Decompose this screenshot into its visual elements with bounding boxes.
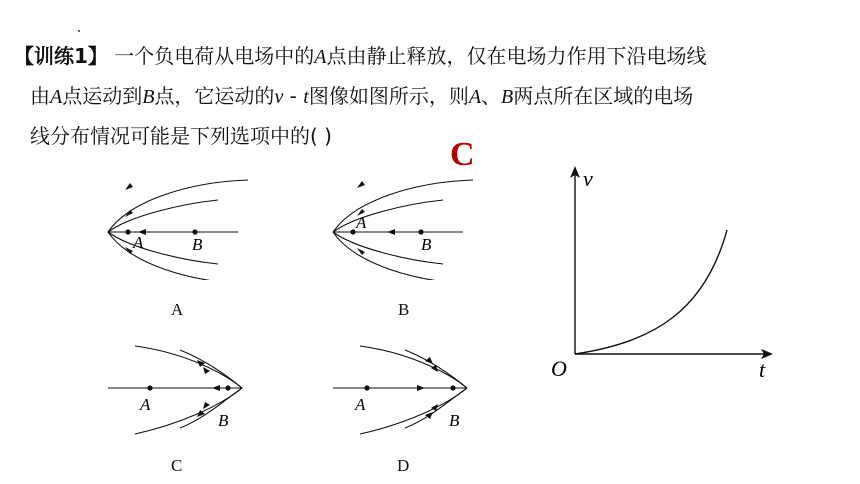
option-a-diagram <box>100 170 250 280</box>
x-axis-label: t <box>759 357 766 382</box>
option-d-diagram <box>325 338 475 443</box>
arrow <box>357 248 365 255</box>
arrow <box>417 385 425 391</box>
origin-label: O <box>551 356 567 381</box>
option-b-diagram <box>325 170 475 280</box>
point-b <box>418 229 423 234</box>
point-a <box>147 385 152 390</box>
point-a-label: A <box>140 395 151 414</box>
point-a-label: A <box>133 233 144 252</box>
point-b-label: B <box>192 235 203 254</box>
field-line <box>333 232 473 280</box>
stray-dot <box>78 30 80 32</box>
question-line-2: 由A点运动到B点，它运动的v - t图像如图所示，则A、B两点所在区域的电场 <box>30 84 694 108</box>
arrow <box>212 385 220 391</box>
field-line <box>108 200 218 232</box>
option-b-caption: B <box>398 300 410 319</box>
arrow <box>387 229 395 235</box>
v-t-graph <box>545 160 785 385</box>
v-t-curve <box>575 230 727 354</box>
y-axis-label: v <box>583 166 593 191</box>
option-c-caption: C <box>171 456 183 475</box>
arrow <box>125 183 133 190</box>
answer-mark: C <box>450 136 475 173</box>
point-a <box>364 385 369 390</box>
field-line <box>360 346 467 388</box>
field-line <box>333 200 443 232</box>
point-b-label: B <box>421 235 432 254</box>
option-d-caption: D <box>397 456 410 475</box>
point-b <box>450 385 455 390</box>
field-line <box>135 346 242 388</box>
question-line-1: 【训练1】 一个负电荷从电场中的A点由静止释放，仅在电场力作用下沿电场线 <box>14 44 707 68</box>
option-a-caption: A <box>171 300 184 319</box>
field-line <box>108 232 248 280</box>
question-tag: 【训练1】 <box>14 44 108 68</box>
option-c-diagram <box>100 338 250 443</box>
point-a <box>125 229 130 234</box>
arrow <box>357 181 365 188</box>
point-b-label: B <box>218 411 229 430</box>
arrow <box>425 412 433 419</box>
point-a-label: A <box>355 395 366 414</box>
point-a-label: A <box>356 213 367 232</box>
point-b-label: B <box>449 411 460 430</box>
question-line-3: 线分布情况可能是下列选项中的( ) <box>30 124 332 148</box>
point-b <box>192 229 197 234</box>
point-a <box>350 229 355 234</box>
point-b <box>225 385 230 390</box>
arrow <box>425 357 433 364</box>
